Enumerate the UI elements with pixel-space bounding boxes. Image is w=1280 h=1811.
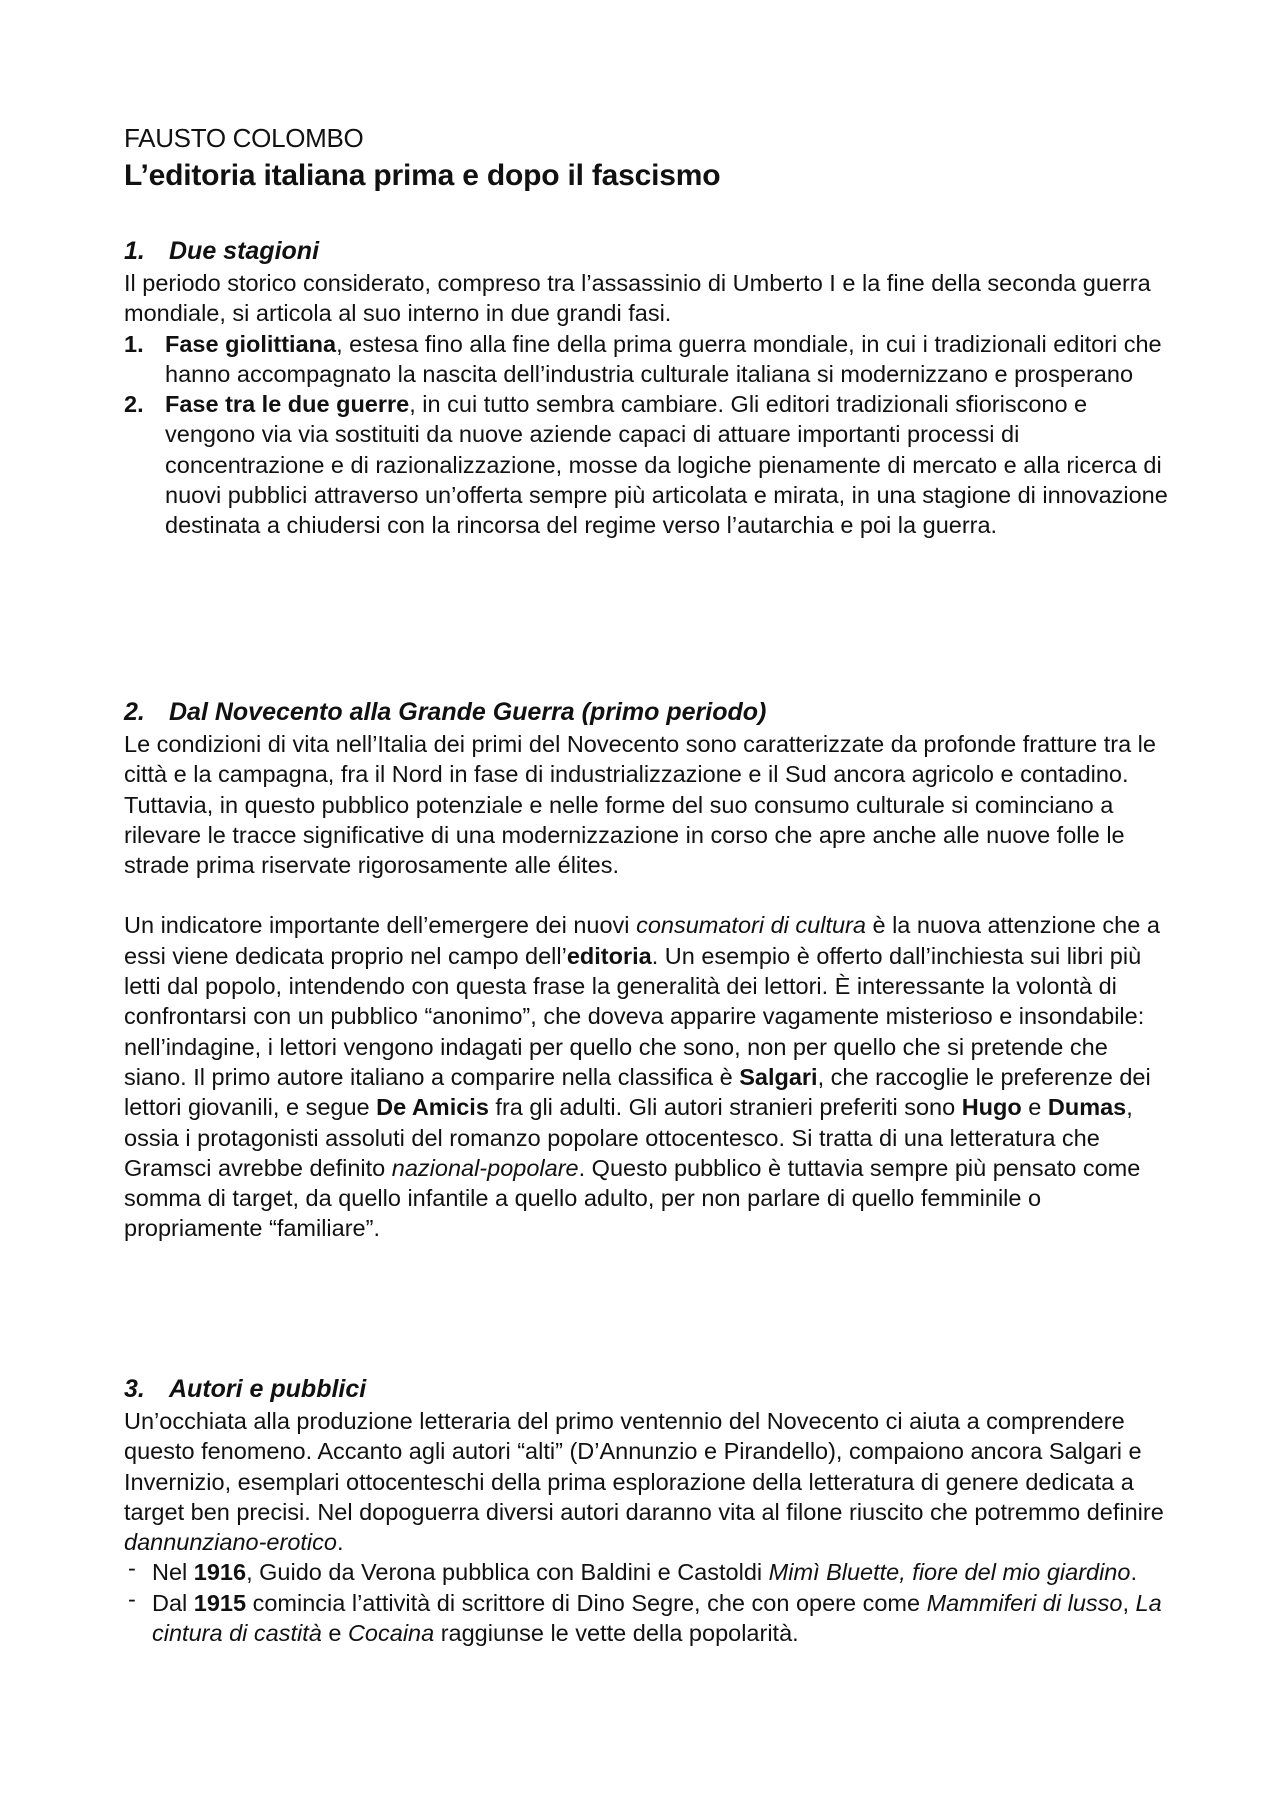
paragraph: Le condizioni di vita nell’Italia dei primi del Novecento sono caratterizzate da profonde fratture tra le città e la campagna, fra il Nord in fase di industrializzazione e il Sud ancora agricolo e contadino. Tuttavia, in questo pubblico potenziale e nelle forme del suo consumo culturale si cominciano a rilevare le tracce significative di una modernizzazione in corso che apre anche alle nuove folle le strade prima riservate rigorosamente alle élites. <box>124 731 1156 879</box>
phase-description: , estesa fino alla fine della prima guerra mondiale, in cui i tradizionali editori che hanno accompagnato la nascita dell’industria culturale italiana si modernizzano e prosperano <box>165 330 1162 387</box>
bold-term: Hugo <box>961 1094 1022 1121</box>
book-title: Mimì Bluette, fiore del mio giardino <box>768 1559 1131 1586</box>
bold-term: De Amicis <box>376 1094 489 1121</box>
book-title: La cintura di castità <box>152 1589 1162 1647</box>
section-number: 3. <box>124 1375 145 1403</box>
book-title: Cocaina <box>347 1620 435 1647</box>
section-title: Dal Novecento alla Grande Guerra (primo periodo) <box>169 698 767 726</box>
section-due-stagioni <box>124 236 1174 541</box>
dash-marker: - <box>128 1555 136 1582</box>
document-title: L’editoria italiana prima e dopo il fascismo <box>124 159 721 192</box>
list-item <box>124 329 1174 390</box>
section-heading <box>124 236 1174 266</box>
book-title: Mammiferi di lusso <box>926 1589 1123 1616</box>
section-autori-e-pubblici <box>124 1374 1174 1648</box>
author-name: FAUSTO COLOMBO <box>124 123 364 153</box>
dash-marker: - <box>128 1585 136 1612</box>
emphasis: nazional-popolare <box>391 1154 579 1181</box>
emphasis: consumatori di cultura <box>636 912 866 939</box>
bold-term: editoria <box>566 942 652 969</box>
section-title: Due stagioni <box>169 237 320 265</box>
section-dal-novecento <box>124 697 1174 1244</box>
year: 1915 <box>193 1589 247 1616</box>
year: 1916 <box>193 1559 247 1586</box>
section-title: Autori e pubblici <box>169 1375 367 1403</box>
phase-description: , in cui tutto sembra cambiare. Gli editori tradizionali sfioriscono e vengono via via sostituiti da nuove aziende capaci di attuare importanti processi di concentrazione e di razionalizzazione, mosse da logiche pienamente di mercato e alla ricerca di nuovi pubblici attraverso un’offerta sempre più articolata e mirata, in una stagione di innovazione destinata a chiudersi con la rincorsa del regime verso l’autarchia e poi la guerra. <box>165 391 1168 539</box>
emphasis: dannunziano-erotico <box>124 1529 337 1556</box>
list-item: - Dal 1915 comincia l’attività di scrittore di Dino Segre, che con opere come Mammiferi di lusso, La cintura di castità e Cocaina raggiunse le vette della popolarità. <box>128 1585 1162 1647</box>
phase-name: Fase giolittiana <box>165 330 337 357</box>
paragraph: Un indicatore importante dell’emergere dei nuovi consumatori di cultura è la nuova attenzione che a essi viene dedicata proprio nel campo dell’editoria. Un esempio è offerto dall’inchiesta sui libri più letti dal popolo, intendendo con questa frase la generalità dei lettori. È interessante la volontà di confrontarsi con un pubblico “anonimo”, che doveva apparire vagamente misterioso e insondabile: nell’indagine, i lettori vengono indagati per quello che sono, non per quello che si pretende che siano. Il primo autore italiano a comparire nella classifica è Salgari, che raccoglie le preferenze dei lettori giovanili, e segue De Amicis fra gli adulti. Gli autori stranieri preferiti sono Hugo e Dumas, ossia i protagonisti assoluti del romanzo popolare ottocentesco. Si tratta di una letteratura che Gramsci avrebbe definito nazional-popolare. Questo pubblico è tuttavia sempre più pensato come somma di target, da quello infantile a quello adulto, per non parlare di quello femminile o propriamente “familiare”. <box>124 912 1160 1242</box>
section-intro: Il periodo storico considerato, compreso tra l’assassinio di Umberto I e la fine della seconda guerra mondiale, si articola al suo interno in due grandi fasi. <box>124 270 1151 327</box>
section-heading <box>124 1374 1174 1404</box>
bullet-list <box>124 1557 1174 1648</box>
list-item: - Nel 1916, Guido da Verona pubblica con Baldini e Castoldi Mimì Bluette, fiore del mio giardino. <box>128 1555 1137 1586</box>
phase-name: Fase tra le due guerre <box>165 391 410 418</box>
phase-list <box>124 329 1174 541</box>
list-item <box>124 389 1174 540</box>
bold-term: Dumas <box>1047 1094 1127 1121</box>
list-marker: 1. <box>124 330 144 357</box>
list-marker: 2. <box>124 391 144 418</box>
bold-term: Salgari <box>739 1063 818 1090</box>
section-number: 1. <box>124 237 145 265</box>
section-number: 2. <box>124 698 145 726</box>
paragraph: Un’occhiata alla produzione letteraria del primo ventennio del Novecento ci aiuta a comprendere questo fenomeno. Accanto agli autori “alti” (D’Annunzio e Pirandello), compaiono ancora Salgari e Invernizio, esemplari ottocenteschi della prima esplorazione della letteratura di genere dedicata a target ben precisi. Nel dopoguerra diversi autori daranno vita al filone riuscito che potremmo definire dannunziano-erotico. <box>124 1408 1164 1556</box>
section-heading <box>124 697 1174 727</box>
